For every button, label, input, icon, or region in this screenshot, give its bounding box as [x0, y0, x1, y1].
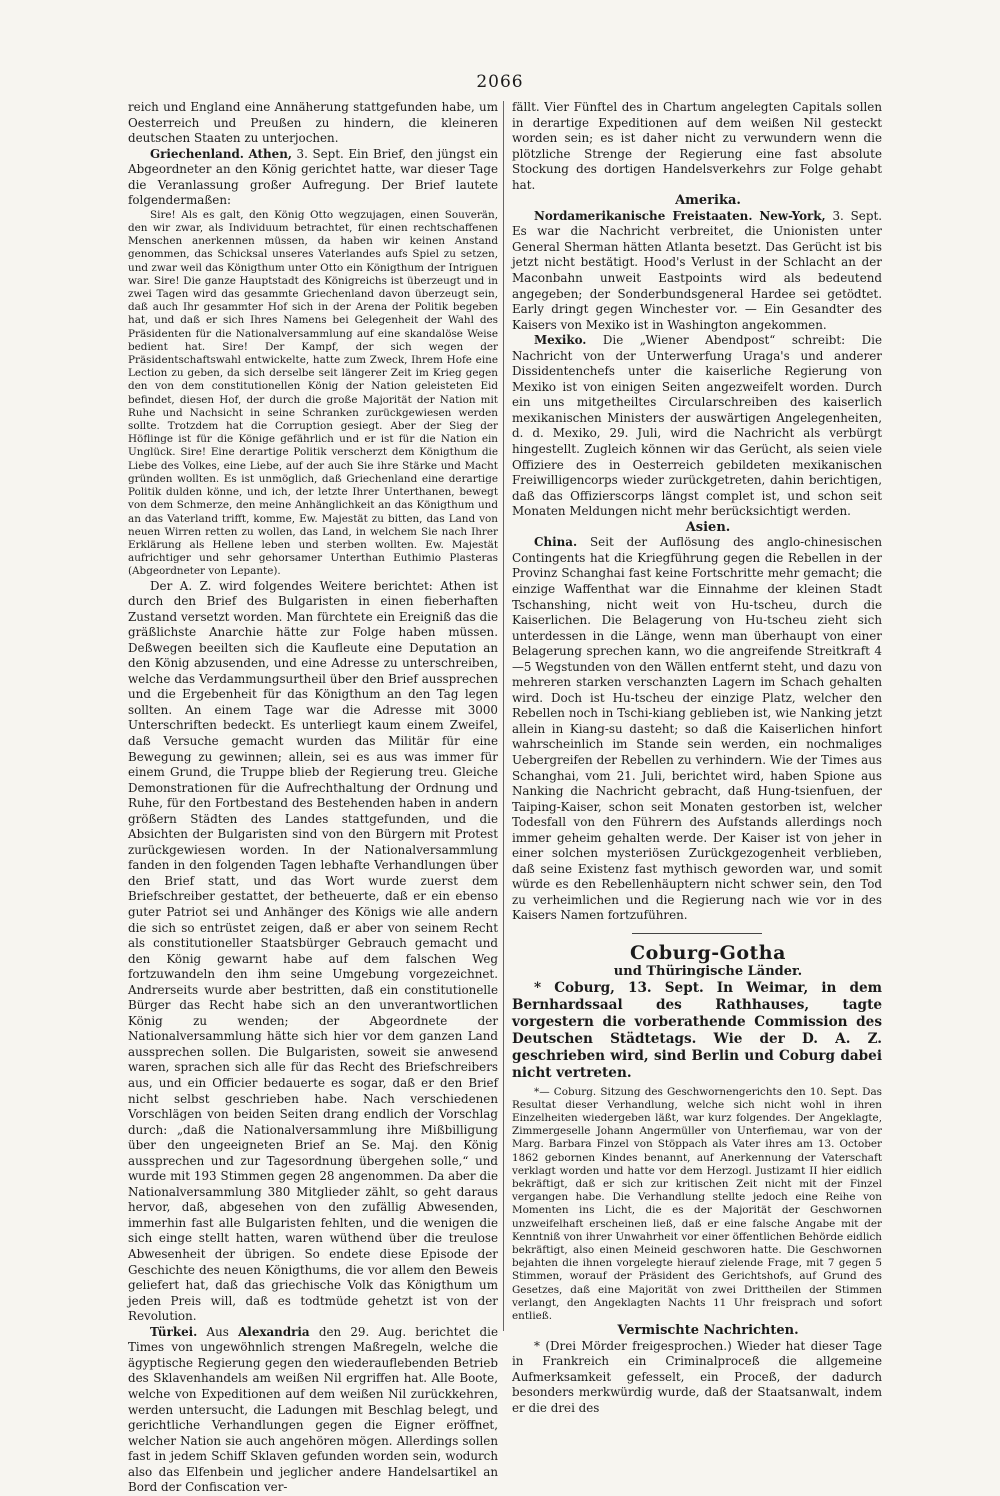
article-drei-moerder: * (Drei Mörder freigesprochen.) Wieder hat dieser Tage in Frankreich ein Criminalproceß die allgemeine Aufmerksamkeit gefesselt, ein Proceß, der dadurch besonders merkwürdig wurde, daß der Staatsanwalt, indem er die drei des	[512, 1338, 882, 1415]
page-number: 2066	[476, 72, 524, 92]
place-athen: Athen,	[248, 146, 292, 161]
place-alexandria: Alexandria	[238, 1324, 310, 1339]
section-heading-coburg-gotha: Coburg-Gotha	[630, 941, 786, 964]
section-heading-amerika: Amerika.	[675, 193, 741, 209]
article-text: 3. Sept. Es war die Nachricht verbreitet, die Unionisten unter General Sherman hätten Atlanta besetzt. Das Gerücht ist bis jetzt nicht bestätigt. Hood's Verlust in der Schlacht an der Maconbahn unweit Eastpoints wird als bedeutend angegeben; der Sonderbundsgeneral Hardee sei getödtet. Early dringt gegen Winchester vor. — Ein Gesandter des Kaisers von Mexiko ist in Washington angekommen.	[512, 208, 883, 332]
section-subheading: und Thüringische Länder.	[613, 963, 803, 979]
column-divider	[503, 101, 504, 1331]
section-head-griechenland: Griechenland.	[150, 146, 244, 161]
place-new-york: New-York,	[759, 208, 826, 223]
section-heading-vermischte: Vermischte Nachrichten.	[617, 1323, 799, 1339]
article-china	[512, 535, 882, 924]
subsection-head-mexiko: Mexiko.	[534, 333, 587, 348]
article-text: 3. Sept. Ein Brief, den jüngst ein Abgeordneter an den König gerichtet hatte, war dieser Tage die Veranlassung großer Aufregung. Der Brief lautete folgendermaßen:	[128, 146, 499, 208]
article-text: den 29. Aug. berichtet die Times von ungewöhnlich strengen Maßregeln, welche die ägyptische Regierung gegen den wiederauflebenden Betrieb des Sklavenhandels am weißen Nil ergriffen hat. Alle Boote, welche von Expeditionen auf dem weißen Nil zurückkehren, werden untersucht, die Ladungen mit Beschlag belegt, und gerichtliche Verhandlungen gegen die Eigner eröffnet, welcher Nation sie auch angehören mögen. Allerdings sollen fast in jedem Schiff Sklaven gefunden worden sein, wodurch also das Elfenbein und jeglicher andere Handelsartikel an Bord der Confiscation ver-	[128, 1324, 498, 1495]
article-tuerkei	[128, 1325, 498, 1496]
article-text: Die „Wiener Abendpost“ schreibt: Die Nachricht von der Unterwerfung Uraga's und anderer Dissidentenchefs unter die kaiserliche Regierung von Mexiko ist von einigen Seiten angezweifelt worden. Durch ein uns mitgetheiltes Circularschreiben des kaiserlich mexikanischen Ministers der auswärtigen Angelegenheiten, d. d. Mexiko, 29. Juli, wird die Nachricht als verbürgt hingestellt. Zugleich können wir das Gerücht, als seien viele Offiziere des in Oesterreich gebildeten mexikanischen Freiwilligencorps wieder zurückgetreten, dahin berichtigen, daß das Offizierscorps längst complet ist, und schon seit Monaten Meldungen nicht mehr berücksichtigt werden.	[512, 333, 882, 519]
letter-quote: Sire! Als es galt, den König Otto wegzujagen, einen Souverän, den wir zwar, als Individuum betrachtet, für einen rechtschaffenen Menschen anerkennen müssen, da haben wir keinen Anstand genommen, das Schicksal unseres Vaterlandes aufs Spiel zu setzen, und zwar weil das Königthum unter Otto ein Königthum der Intriguen war. Sire! Die ganze Hauptstadt des Königreichs ist überzeugt und in zwei Tagen wird das gesammte Griechenland davon überzeugt sein, daß auch Ihr gesammter Hof sich in der Arena der Politik begeben hat, und daß er sich Ihres Namens bei Gelegenheit der Wahl des Präsidenten für die Nationalversammlung auf eine skandalöse Weise bedient hat. Sire! Der Kampf, der sich wegen der Präsidentschaftswahl entwickelte, hatte zum Zweck, Ihrem Hofe eine Lection zu geben, da sich derselbe seit längerer Zeit im Krieg gegen den von dem constitutionellen König der Nation geleisteten Eid befindet, diesen Hof, der durch die große Majorität der Nation mit Ruhe und Nachsicht in seine Schranken zurückgewiesen werden sollte. Trotzdem hat die Corruption gesiegt. Aber der Sieg der Höflinge ist für die Könige gefährlich und er ist für die Nation ein Unglück. Sire! Eine derartige Politik verscherzt dem Königthum die Liebe des Volkes, eine Liebe, auf der auch Sie ihre Stärke und Macht gründen wollten. Es ist unmöglich, daß Griechenland eine derartige Politik dulden könne, und ich, der letzte Ihrer Unterthanen, bewegt von dem Schmerze, den meine Anhänglichkeit an das Königthum und an das Vaterland trifft, komme, Ew. Majestät zu bitten, das Land von neuen Wirren retten zu wollen, das Land, in welchem Sie nach Ihrer Erklärung als Hellene leben und sterben wollten. Ew. Majestät aufrichtiger und sehr gehorsamer Unterthan Euthimio Plasteras (Abgeordneter von Lepante).	[128, 208, 498, 578]
article-geschworenengericht: *— Coburg. Sitzung des Geschwornengerichts den 10. Sept. Das Resultat dieser Verhandlung, welche sich nicht wohl in ihren Einzelheiten wiedergeben läßt, war kurz folgendes. Der Angeklagte, Zimmergeselle Johann Angermüller von Unterfiemau, war von der Marg. Barbara Finzel von Stöppach als Vater ihres am 13. October 1862 gebornen Kindes benannt, auf Anerkennung der Vaterschaft verklagt worden und hatte vor dem Herzogl. Justizamt II hier eidlich bekräftigt, daß er sich zur kritischen Zeit nicht mit der Finzel vergangen habe. Die Verhandlung stellte jedoch eine Reihe von Momenten ins Licht, die es der Majorität der Geschwornen unzweifelhaft erscheinen ließ, daß er eine falsche Angabe mit der Kenntniß von ihrer Unwahrheit vor einer öffentlichen Behörde eidlich bekräftigt, also einen Meineid geschworen hatte. Die Geschwornen bejahten die ihnen vorgelegte hierauf zielende Frage, mit 7 gegen 5 Stimmen, worauf der Präsident des Gerichtshofs, auf Grund des Gesetzes, daß eine Majorität von zwei Drittheilen der Stimmen verlangt, den Angeklagten Nachts 11 Uhr freisprach und sofort entließ.	[512, 1085, 882, 1322]
article-coburg-weimar: * Coburg, 13. Sept. In Weimar, in dem Bernhardssaal des Rathhauses, tagte vorgestern die vorberathende Commission des Deutschen Städtetags. Wie der D. A. Z. geschrieben wird, sind Berlin und Coburg dabei nicht vertreten.	[512, 979, 882, 1081]
section-heading-asien: Asien.	[685, 519, 731, 535]
article-athen-report: Der A. Z. wird folgendes Weitere berichtet: Athen ist durch den Brief des Bulgaristen in einen fieberhaften Zustand versetzt worden. Man fürchtete ein Ereigniß das die gräßlichste Anarchie hätte zur Folge haben müssen. Deßwegen beeilten sich die Kaufleute eine Deputation an den König abzusenden, und eine Adresse zu unterschreiben, welche das Verdammungsurtheil über den Brief aussprechen und die Ergebenheit für das Königthum an den Tag legen sollten. An einem Tage war die Adresse mit 3000 Unterschriften bedeckt. Es unterliegt kaum einem Zweifel, daß Versuche gemacht wurden das Militär für eine Bewegung zu gewinnen; allein, sei es aus was immer für einem Grund, die Truppe blieb der Regierung treu. Gleiche Demonstrationen für die Aufrechthaltung der Ordnung und Ruhe, für den Fortbestand des Bestehenden haben in andern größern Städten des Landes stattgefunden, und die Absichten der Bulgaristen sind von den Bürgern mit Protest zurückgewiesen worden. In der Nationalversammlung fanden in den folgenden Tagen lebhafte Verhandlungen über den Brief statt, und das Wort wurde zuerst dem Briefschreiber gestattet, der betheuerte, daß er ein ebenso guter Patriot sei und Anhänger des Königs wie alle andern die sich so entrüstet zeigen, daß er aber von seinem Recht als constitutioneller Staatsbürger Gebrauch gemacht und den König gewarnt habe auf dem falschen Weg fortzuwandeln den ihm seine Umgebung vorgezeichnet. Andrerseits wurde aber bestritten, daß ein constitutionelle Bürger das Recht habe sich an den unverantwortlichen König zu wenden; der Abgeordnete der Nationalversammlung hätte sich hier vor dem ganzen Land aussprechen sollen. Die Bulgaristen, soweit sie anwesend waren, sprachen sich alle für das Recht des Briefschreibers aus, und ein Officier bedauerte es sogar, daß er den Brief nicht selbst geschrieben habe. Nach verschiedenen Vorschlägen von beiden Seiten drang endlich der Vorschlag durch: „daß die Nationalversammlung ihre Mißbilligung über den ungeeigneten Brief an Se. Maj. den König aussprechen und zur Tagesordnung übergehen solle,“ und wurde mit 193 Stimmen gegen 28 angenommen. Da aber die Nationalversammlung 380 Mitglieder zählt, so geht daraus hervor, daß, abgesehen von den zufällig Abwesenden, immerhin fast alle Bulgaristen fehlten, und die wenigen die sich einge stellt hatten, waren wüthend über die treulose Abwesenheit der übrigen. So endete diese Episode der Geschichte des neuen Königthums, die vor allem den Beweis geliefert hat, daß das griechische Volk das Königthum um jeden Preis will, daß es todtmüde gehetzt ist von der Revolution.	[128, 578, 498, 1324]
left-column	[128, 100, 498, 1496]
article-text: Seit der Auflösung des anglo-chinesischen Contingents hat die Kriegführung gegen die Rebellen in der Provinz Schanghai fast keine Fortschritte mehr gemacht; die einzige Waffenthat war die Einnahme der kleinen Stadt Tschanshing, nicht weit von Hu-tscheu, durch die Kaiserlichen. Die Belagerung von Hu-tscheu zieht sich unterdessen in die Länge, wenn man überhaupt von einer Belagerung sprechen kann, wo die angreifende Streitkraft 4—5 Wegstunden von den Wällen entfernt steht, und dazu von mehreren starken verschanzten Lagern im Schach gehalten wird. Doch ist Hu-tscheu der einzige Platz, welcher den Rebellen noch in Tschi-kiang geblieben ist, wie Nanking jetzt allein in Kiang-su dasteht; so daß die Kaiserlichen hinfort wahrscheinlich im Stande sein werden, ein nochmaliges Uebergreifen der Rebellen zu verhindern. Wie der Times aus Schanghai, vom 21. Juli, berichtet wird, haben Spione aus Nanking die Nachricht gebracht, daß Hung-tsienfuen, der Taiping-Kaiser, schon seit Monaten gestorben ist, welcher Todesfall von den Führern des Aufstands allerdings noch immer geheim gehalten werde. Der Kaiser ist von jeher in einer solchen mysteriösen Zurückgezogenheit verblieben, daß seine Existenz fast mythisch geworden war, und somit würde es den Rebellenhäuptern nicht schwer sein, den Tod zu verheimlichen und die Regierung nach wie vor in des Kaisers Namen fortzuführen.	[512, 535, 882, 923]
article-new-york	[512, 209, 882, 333]
section-rule	[632, 933, 762, 934]
subsection-head-china: China.	[534, 535, 578, 550]
article-text: Aus	[197, 1324, 239, 1339]
article-griechenland	[128, 147, 498, 209]
article-mexiko	[512, 333, 882, 520]
article-continuation: reich und England eine Annäherung stattgefunden habe, um Oesterreich und Preußen zu hindern, die kleineren deutschen Staaten zu unterjochen.	[128, 100, 498, 146]
subsection-head-freistaaten: Nordamerikanische Freistaaten.	[534, 208, 753, 223]
section-head-tuerkei: Türkei.	[150, 1324, 198, 1339]
article-continuation: fällt. Vier Fünftel des in Chartum angelegten Capitals sollen in derartige Expeditionen auf dem weißen Nil gesteckt worden sein; es ist daher nicht zu verwundern wenn die plötzliche Strenge der Regierung eine fast absolute Stockung des dortigen Handelsverkehrs zur Folge gehabt hat.	[512, 100, 882, 192]
right-column	[512, 100, 882, 1416]
